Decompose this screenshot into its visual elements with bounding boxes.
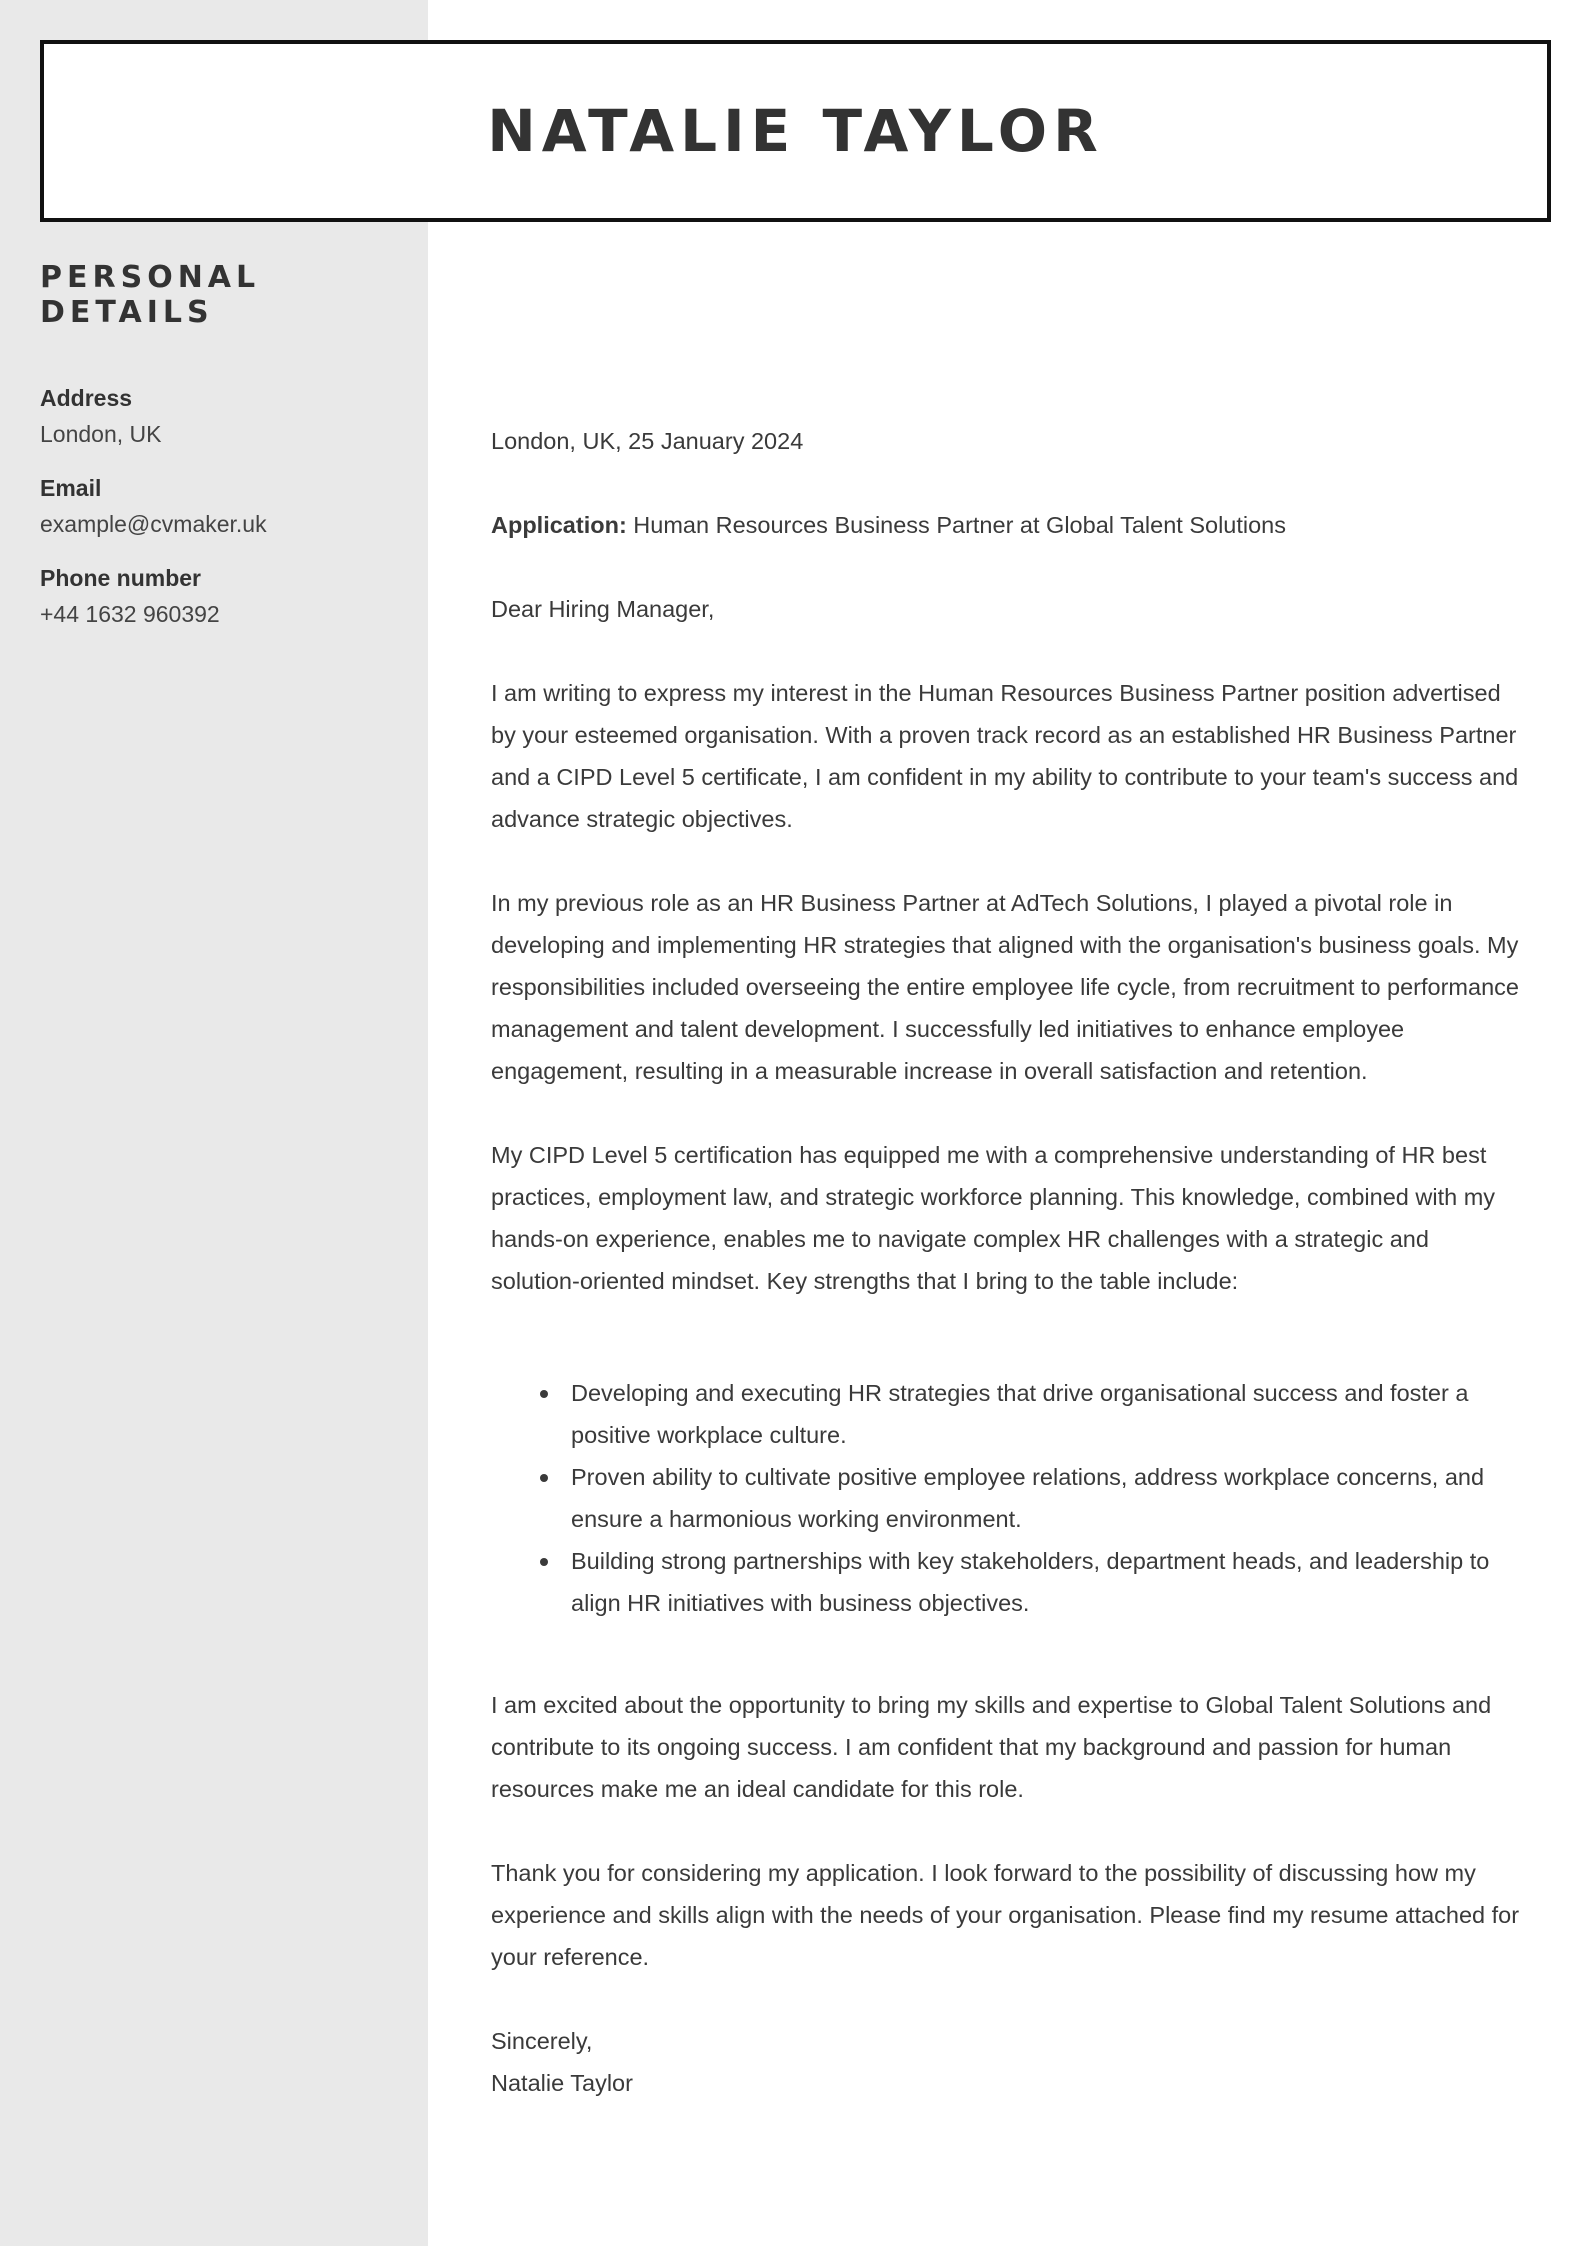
- name-header-box: [40, 40, 1551, 222]
- application-label: Application:: [491, 512, 627, 538]
- detail-email: [40, 470, 410, 542]
- salutation: Dear Hiring Manager,: [491, 596, 715, 622]
- detail-label: Email: [40, 475, 102, 501]
- paragraph-certification: My CIPD Level 5 certification has equipped me with a comprehensive understanding of HR best practices, employment law, and strategic workforce planning. This knowledge, combined with my hands-on experience, enables me to navigate complex HR challenges with a strategic and solution-oriented mindset. Key strengths that I bring to the table include:: [491, 1142, 1496, 1294]
- letter-body: [491, 420, 1521, 2104]
- paragraph-thanks: Thank you for considering my application. I look forward to the possibility of discussing how my experience and skills align with the needs of your organisation. Please find my resume attached for your reference.: [491, 1860, 1520, 1970]
- closing-block: [491, 2020, 1521, 2104]
- valediction: Sincerely,: [491, 2028, 593, 2054]
- detail-value: +44 1632 960392: [40, 601, 220, 627]
- list-item: Developing and executing HR strategies that drive organisational success and foster a positive workplace culture.: [491, 1372, 1521, 1456]
- paragraph-excited: I am excited about the opportunity to bring my skills and expertise to Global Talent Solutions and contribute to its ongoing success. I am confident that my background and passion for human resources make me an ideal candidate for this role.: [491, 1692, 1492, 1802]
- list-item: Building strong partnerships with key stakeholders, department heads, and leadership to align HR initiatives with business objectives.: [491, 1540, 1521, 1624]
- detail-label: Phone number: [40, 565, 202, 591]
- letter-date: London, UK, 25 January 2024: [491, 428, 804, 454]
- detail-value: example@cvmaker.uk: [40, 511, 267, 537]
- application-value: Human Resources Business Partner at Global Talent Solutions: [626, 512, 1286, 538]
- detail-label: Address: [40, 385, 133, 411]
- personal-details-title: PERSONAL DETAILS: [40, 260, 261, 330]
- strengths-list: [491, 1372, 1521, 1624]
- application-line: [491, 504, 1521, 546]
- signature: Natalie Taylor: [491, 2070, 633, 2096]
- applicant-name: NATALIE TAYLOR: [487, 97, 1104, 165]
- personal-details-section: [40, 260, 410, 650]
- spacer: [491, 1302, 1521, 1330]
- list-item: Proven ability to cultivate positive employee relations, address workplace concerns, and ensure a harmonious working environment.: [491, 1456, 1521, 1540]
- detail-value: London, UK: [40, 421, 162, 447]
- spacer: [491, 1666, 1521, 1684]
- detail-address: [40, 380, 410, 452]
- paragraph-experience: In my previous role as an HR Business Partner at AdTech Solutions, I played a pivotal role in developing and implementing HR strategies that aligned with the organisation's business goals. My responsibilities included overseeing the entire employee life cycle, from recruitment to performance management and talent development. I successfully led initiatives to enhance employee engagement, resulting in a measurable increase in overall satisfaction and retention.: [491, 890, 1519, 1084]
- detail-phone: [40, 560, 410, 632]
- paragraph-intro: I am writing to express my interest in the Human Resources Business Partner position advertised by your esteemed organisation. With a proven track record as an established HR Business Partner and a CIPD Level 5 certificate, I am confident in my ability to contribute to your team's success and advance strategic objectives.: [491, 680, 1519, 832]
